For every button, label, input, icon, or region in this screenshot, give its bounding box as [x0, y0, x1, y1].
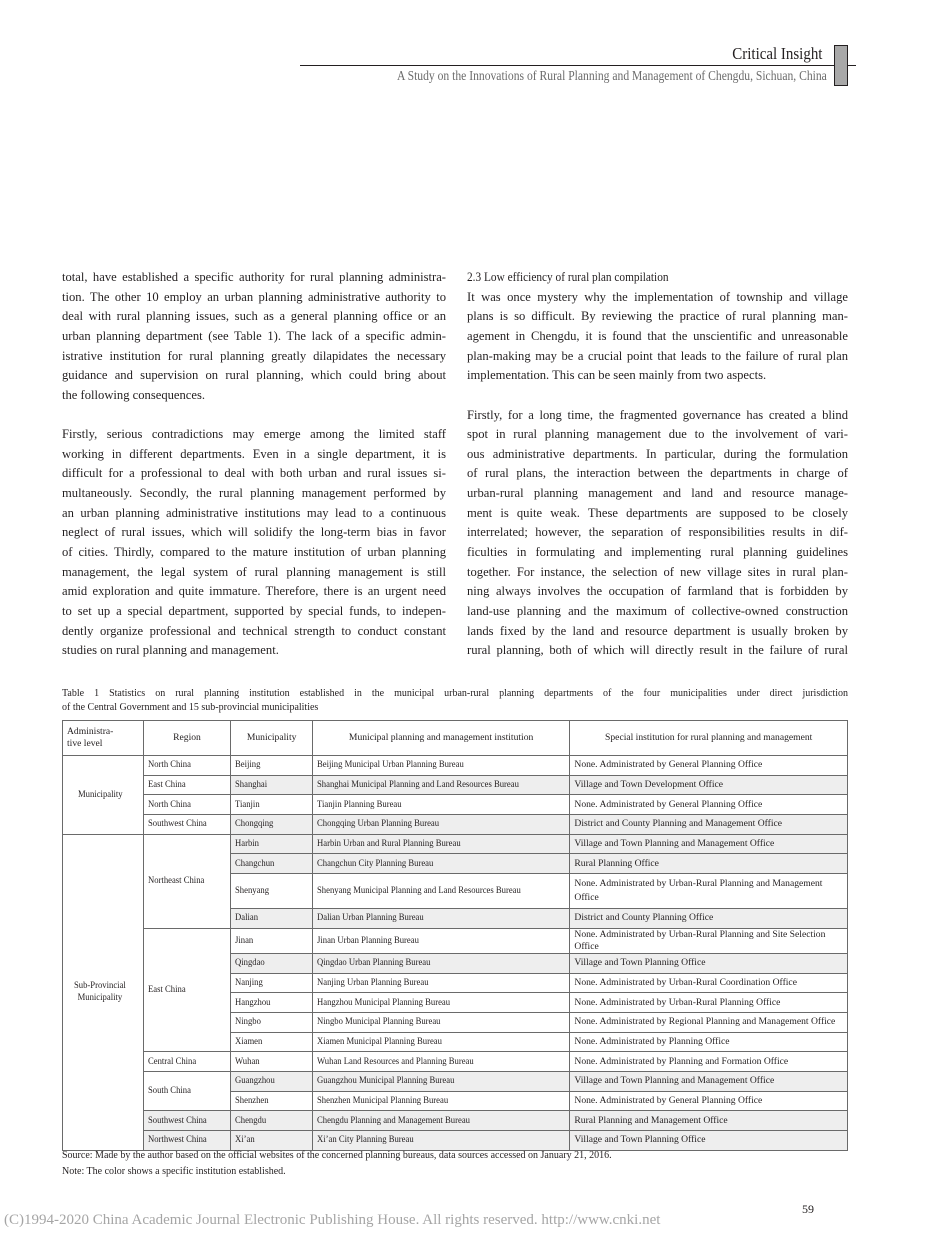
- table-header-row: [63, 721, 848, 756]
- institution-cell-text: Changchun City Planning Bureau: [316, 857, 434, 869]
- institution-cell-text: Harbin Urban and Rural Planning Bureau: [316, 838, 461, 850]
- text-line: land-use planning and the maximum of collective-owned construction: [467, 603, 848, 618]
- text-line: agement in Chengdu, it is found that the unscientific and unreasonable: [467, 328, 848, 343]
- table-note: Note: The color shows a specific institution established.: [62, 1166, 286, 1177]
- text-line: neglect of rural issues, which will solidify the long-term bias in favor: [62, 525, 446, 540]
- region-cell: [143, 756, 231, 776]
- institution-cell-text: Wuhan Land Resources and Planning Bureau: [316, 1055, 474, 1067]
- municipality-cell: [231, 815, 312, 835]
- text-line: urban-rural planning management and land and resource manage-: [467, 486, 848, 501]
- special-institution-cell-text: None. Administrated by Urban-Rural Planning Office: [574, 996, 781, 1008]
- municipality-cell: [231, 854, 312, 874]
- article-title: A Study on the Innovations of Rural Planning and Management of Chengdu, Sichuan, China: [397, 68, 827, 83]
- municipality-cell: [231, 834, 312, 854]
- special-institution-cell-text: District and County Planning and Management Office: [574, 818, 783, 830]
- institution-cell-text: Nanjing Urban Planning Bureau: [316, 976, 429, 988]
- text-line: ning always involves the occupation of farmland that is forbidden by: [467, 584, 848, 599]
- left-column-text: [62, 268, 446, 661]
- municipality-cell-text: Chengdu: [235, 1114, 267, 1126]
- text-line: an urban planning administrative institutions may lead to a continuous: [62, 505, 446, 520]
- municipality-cell-text: Harbin: [235, 838, 260, 850]
- institution-cell-text: Jinan Urban Planning Bureau: [316, 934, 419, 946]
- table-row: [63, 1071, 848, 1091]
- table-row: [63, 928, 848, 953]
- institution-cell-text: Xiamen Municipal Planning Bureau: [316, 1035, 442, 1047]
- special-institution-cell: [570, 756, 848, 776]
- column-header: Municipal planning and management institution: [312, 721, 570, 756]
- municipality-cell: [231, 953, 312, 973]
- text-line: ous administrative departments. In particular, during the formulation: [467, 446, 848, 461]
- caption-line: Table 1 Statistics on rural planning institution established in the municipal urban-rural planning departments of the four municipalities under direct jurisdiction: [62, 688, 848, 699]
- special-institution-cell: [570, 854, 848, 874]
- municipality-cell: [231, 1012, 312, 1032]
- municipality-cell: [231, 1111, 312, 1131]
- text-line: plans is so difficult. By reviewing the practice of rural planning man-: [467, 309, 848, 324]
- special-institution-cell: [570, 1091, 848, 1111]
- institution-cell: [312, 1091, 570, 1111]
- region-cell-text: East China: [147, 984, 186, 996]
- special-institution-cell: [570, 909, 848, 929]
- special-institution-cell-text: Village and Town Planning and Management Office: [574, 1075, 775, 1087]
- institution-cell: [312, 928, 570, 953]
- table-notes: [62, 1148, 612, 1180]
- text-line: rural planning, both of which will directly result in the failure of rural: [467, 643, 848, 658]
- municipality-cell: [231, 1052, 312, 1072]
- region-cell-text: Northeast China: [147, 875, 204, 887]
- section-heading: 2.3 Low efficiency of rural plan compilation: [467, 270, 669, 284]
- institution-cell: [312, 854, 570, 874]
- institution-cell-text: Dalian Urban Planning Bureau: [316, 912, 424, 924]
- institution-cell: [312, 1052, 570, 1072]
- special-institution-cell-text: None. Administrated by Urban-Rural Coordination Office: [574, 976, 797, 988]
- institution-cell: [312, 1111, 570, 1131]
- municipality-cell: [231, 973, 312, 993]
- rural-planning-institution-table: [62, 720, 848, 1151]
- municipality-cell: [231, 756, 312, 776]
- table-row: [63, 775, 848, 795]
- text-line: It was once mystery why the implementation of township and village: [467, 289, 848, 304]
- region-cell: [143, 1071, 231, 1110]
- caption-line: of the Central Government and 15 sub-provincial municipalities: [62, 702, 319, 713]
- municipality-cell-text: Wuhan: [235, 1055, 261, 1067]
- institution-cell: [312, 1071, 570, 1091]
- institution-cell: [312, 909, 570, 929]
- text-line: amid exploration and quite immature. Therefore, there is an urgent need: [62, 584, 446, 599]
- region-cell: [143, 834, 231, 928]
- region-cell: [143, 775, 231, 795]
- region-cell-text: Northwest China: [147, 1134, 207, 1146]
- municipality-cell: [231, 775, 312, 795]
- text-line: lands fixed by the land and resource department is usually broken by: [467, 623, 848, 638]
- text-line: ment is quite weak. These departments are supposed to be closely: [467, 505, 848, 520]
- special-institution-cell-text: None. Administrated by Planning Office: [574, 1035, 730, 1047]
- text-line: Firstly, for a long time, the fragmented governance has created a blind: [467, 407, 848, 422]
- institution-cell-text: Ningbo Municipal Planning Bureau: [316, 1016, 441, 1028]
- column-header: Region: [143, 721, 231, 756]
- municipality-cell-text: Beijing: [235, 759, 261, 771]
- municipality-cell-text: Dalian: [235, 912, 259, 924]
- special-institution-cell-text: None. Administrated by Planning and Formation Office: [574, 1055, 789, 1067]
- special-institution-cell-text: District and County Planning Office: [574, 912, 714, 924]
- municipality-cell: [231, 874, 312, 909]
- municipality-cell-text: Changchun: [235, 857, 275, 869]
- institution-cell-text: Chongqing Urban Planning Bureau: [316, 818, 439, 830]
- municipality-cell-text: Nanjing: [235, 976, 264, 988]
- institution-cell: [312, 775, 570, 795]
- special-institution-cell: [570, 1111, 848, 1131]
- region-cell: [143, 795, 231, 815]
- paragraph-gap: [467, 386, 848, 406]
- text-line: spot in rural planning management due to the involvement of vari-: [467, 427, 848, 442]
- admin-level-cell: [63, 756, 144, 835]
- municipality-cell: [231, 993, 312, 1013]
- text-line: of rural plans, the interaction between the departments in charge of: [467, 466, 848, 481]
- institution-cell: [312, 834, 570, 854]
- admin-level-cell-text: Municipality: [77, 788, 123, 800]
- institution-cell-text: Tianjin Planning Bureau: [316, 798, 402, 810]
- special-institution-cell-text: Rural Planning Office: [574, 857, 659, 869]
- municipality-cell-text: Shenzhen: [235, 1094, 270, 1106]
- text-line: multaneously. Secondly, the rural planning management performed by: [62, 486, 446, 501]
- table-source: Source: Made by the author based on the official websites of the concerned planning bureaus, data sources accessed on January 21, 2016.: [62, 1150, 612, 1161]
- copyright-watermark: (C)1994-2020 China Academic Journal Electronic Publishing House. All rights reserved. http://www.cnki.net: [4, 1212, 661, 1228]
- text-line: of cities. Thirdly, compared to the mature institution of urban planning: [62, 544, 446, 559]
- municipality-cell-text: Xiamen: [235, 1035, 263, 1047]
- region-cell: [143, 1111, 231, 1131]
- text-line: implementation. This can be seen mainly from two aspects.: [467, 368, 767, 383]
- institution-cell: [312, 973, 570, 993]
- special-institution-cell: [570, 973, 848, 993]
- municipality-cell-text: Shenyang: [235, 885, 270, 897]
- table-row: [63, 1111, 848, 1131]
- special-institution-cell-text: None. Administrated by General Planning Office: [574, 798, 763, 810]
- region-cell: [143, 928, 231, 1051]
- special-institution-cell-text: Village and Town Planning Office: [574, 1134, 706, 1146]
- right-column-text: [467, 268, 848, 661]
- section-title: Critical Insight: [731, 44, 822, 63]
- text-line: working in different departments. Even in a single department, it is: [62, 446, 446, 461]
- header-rule: [300, 65, 856, 66]
- municipality-cell-text: Guangzhou: [235, 1075, 276, 1087]
- institution-cell: [312, 1012, 570, 1032]
- institution-cell: [312, 953, 570, 973]
- institution-cell-text: Shanghai Municipal Planning and Land Resources Bureau: [316, 779, 519, 791]
- page-number: 59: [802, 1202, 814, 1216]
- institution-cell-text: Xi’an City Planning Bureau: [316, 1134, 414, 1146]
- text-line: Firstly, serious contradictions may emerge among the limited staff: [62, 427, 446, 442]
- region-cell-text: Southwest China: [147, 1114, 207, 1126]
- municipality-cell-text: Hangzhou: [235, 996, 271, 1008]
- text-line: deal with rural planning issues, such as a general planning office or an: [62, 309, 446, 324]
- region-cell-text: North China: [147, 759, 191, 771]
- column-header: Administra- tive level: [63, 721, 144, 756]
- text-line: tion. The other 10 employ an urban planning administrative authority to: [62, 289, 446, 304]
- special-institution-cell-text: Village and Town Planning and Management Office: [574, 838, 775, 850]
- institution-cell-text: Guangzhou Municipal Planning Bureau: [316, 1075, 455, 1087]
- special-institution-cell: [570, 775, 848, 795]
- text-line: to set up a special department, supported by special funds, to indepen-: [62, 603, 446, 618]
- municipality-cell: [231, 1032, 312, 1052]
- municipality-cell-text: Qingdao: [235, 957, 266, 969]
- special-institution-cell: [570, 795, 848, 815]
- admin-level-cell: [63, 834, 144, 1150]
- special-institution-cell: [570, 953, 848, 973]
- municipality-cell-text: Jinan: [235, 934, 254, 946]
- table-row: [63, 815, 848, 835]
- text-line: guidance and supervision on rural planning, which could bring about: [62, 368, 446, 383]
- institution-cell: [312, 815, 570, 835]
- region-cell-text: Southwest China: [147, 818, 207, 830]
- text-line: difficult for a professional to deal with both urban and rural issues si-: [62, 466, 446, 481]
- text-line: urban planning department (see Table 1). The lack of a specific admin-: [62, 328, 446, 343]
- table-row: [63, 834, 848, 854]
- special-institution-cell-text: None. Administrated by Regional Planning and Management Office: [574, 1016, 836, 1028]
- special-institution-cell: [570, 874, 848, 909]
- admin-level-cell-text: Sub-Provincial Municipality: [73, 980, 126, 1004]
- special-institution-cell-text: Village and Town Development Office: [574, 779, 724, 791]
- region-cell-text: Central China: [147, 1055, 196, 1067]
- special-institution-cell: [570, 834, 848, 854]
- text-line: management, the legal system of rural planning management is still: [62, 564, 446, 579]
- municipality-cell: [231, 1091, 312, 1111]
- institution-cell-text: Shenzhen Municipal Planning Bureau: [316, 1094, 449, 1106]
- special-institution-cell-text: None. Administrated by General Planning Office: [574, 759, 763, 771]
- special-institution-cell: [570, 1032, 848, 1052]
- special-institution-cell: [570, 1012, 848, 1032]
- institution-cell: [312, 874, 570, 909]
- special-institution-cell-text: Village and Town Planning Office: [574, 957, 706, 969]
- text-line: the following consequences.: [62, 387, 206, 402]
- special-institution-cell-text: None. Administrated by General Planning Office: [574, 1094, 763, 1106]
- region-cell-text: South China: [147, 1085, 191, 1097]
- table-row: [63, 795, 848, 815]
- institution-cell: [312, 993, 570, 1013]
- column-header: Municipality: [231, 721, 312, 756]
- municipality-cell-text: Ningbo: [235, 1016, 262, 1028]
- text-line: interrelated; however, the separation of responsibilities results in dif-: [467, 525, 848, 540]
- institution-cell-text: Hangzhou Municipal Planning Bureau: [316, 996, 450, 1008]
- municipality-cell: [231, 1071, 312, 1091]
- special-institution-cell-text: Rural Planning and Management Office: [574, 1114, 728, 1126]
- institution-cell: [312, 756, 570, 776]
- special-institution-cell: [570, 1052, 848, 1072]
- text-line: together. For instance, the selection of new village sites in rural plan-: [467, 564, 848, 579]
- text-line: dently organize professional and technical strength to conduct constant: [62, 623, 446, 638]
- text-line: istrative institution for rural planning greatly dilapidates the necessary: [62, 348, 446, 363]
- municipality-cell: [231, 909, 312, 929]
- institution-cell-text: Qingdao Urban Planning Bureau: [316, 957, 431, 969]
- text-line: ficulties in formulating and implementing rural planning guidelines: [467, 544, 848, 559]
- institution-cell: [312, 795, 570, 815]
- municipality-cell: [231, 795, 312, 815]
- municipality-cell-text: Shanghai: [235, 779, 268, 791]
- text-line: plan-making may be a crucial point that leads to the failure of rural plan: [467, 348, 848, 363]
- text-line: total, have established a specific authority for rural planning administra-: [62, 270, 446, 284]
- region-cell: [143, 815, 231, 835]
- special-institution-cell: [570, 928, 848, 953]
- region-cell: [143, 1052, 231, 1072]
- text-line: studies on rural planning and management.: [62, 643, 279, 658]
- municipality-cell-text: Xi’an: [235, 1134, 256, 1146]
- municipality-cell-text: Tianjin: [235, 798, 261, 810]
- special-institution-cell: [570, 1071, 848, 1091]
- institution-cell-text: Shenyang Municipal Planning and Land Resources Bureau: [316, 885, 521, 897]
- region-cell-text: North China: [147, 798, 191, 810]
- municipality-cell: [231, 928, 312, 953]
- table-caption: [62, 687, 848, 715]
- special-institution-cell-text: None. Administrated by Urban-Rural Planning and Management Office: [574, 878, 823, 904]
- municipality-cell-text: Chongqing: [235, 818, 274, 830]
- special-institution-cell: [570, 815, 848, 835]
- table-row: [63, 756, 848, 776]
- special-institution-cell: [570, 993, 848, 1013]
- column-header: Special institution for rural planning and management: [570, 721, 848, 756]
- institution-cell: [312, 1032, 570, 1052]
- institution-cell-text: Chengdu Planning and Management Bureau: [316, 1114, 470, 1126]
- paragraph-gap: [62, 405, 446, 425]
- institution-cell-text: Beijing Municipal Urban Planning Bureau: [316, 759, 464, 771]
- section-tab-marker: [834, 45, 848, 86]
- region-cell-text: East China: [147, 779, 186, 791]
- table-row: [63, 1052, 848, 1072]
- special-institution-cell-text: None. Administrated by Urban-Rural Planning and Site Selection Office: [574, 928, 826, 952]
